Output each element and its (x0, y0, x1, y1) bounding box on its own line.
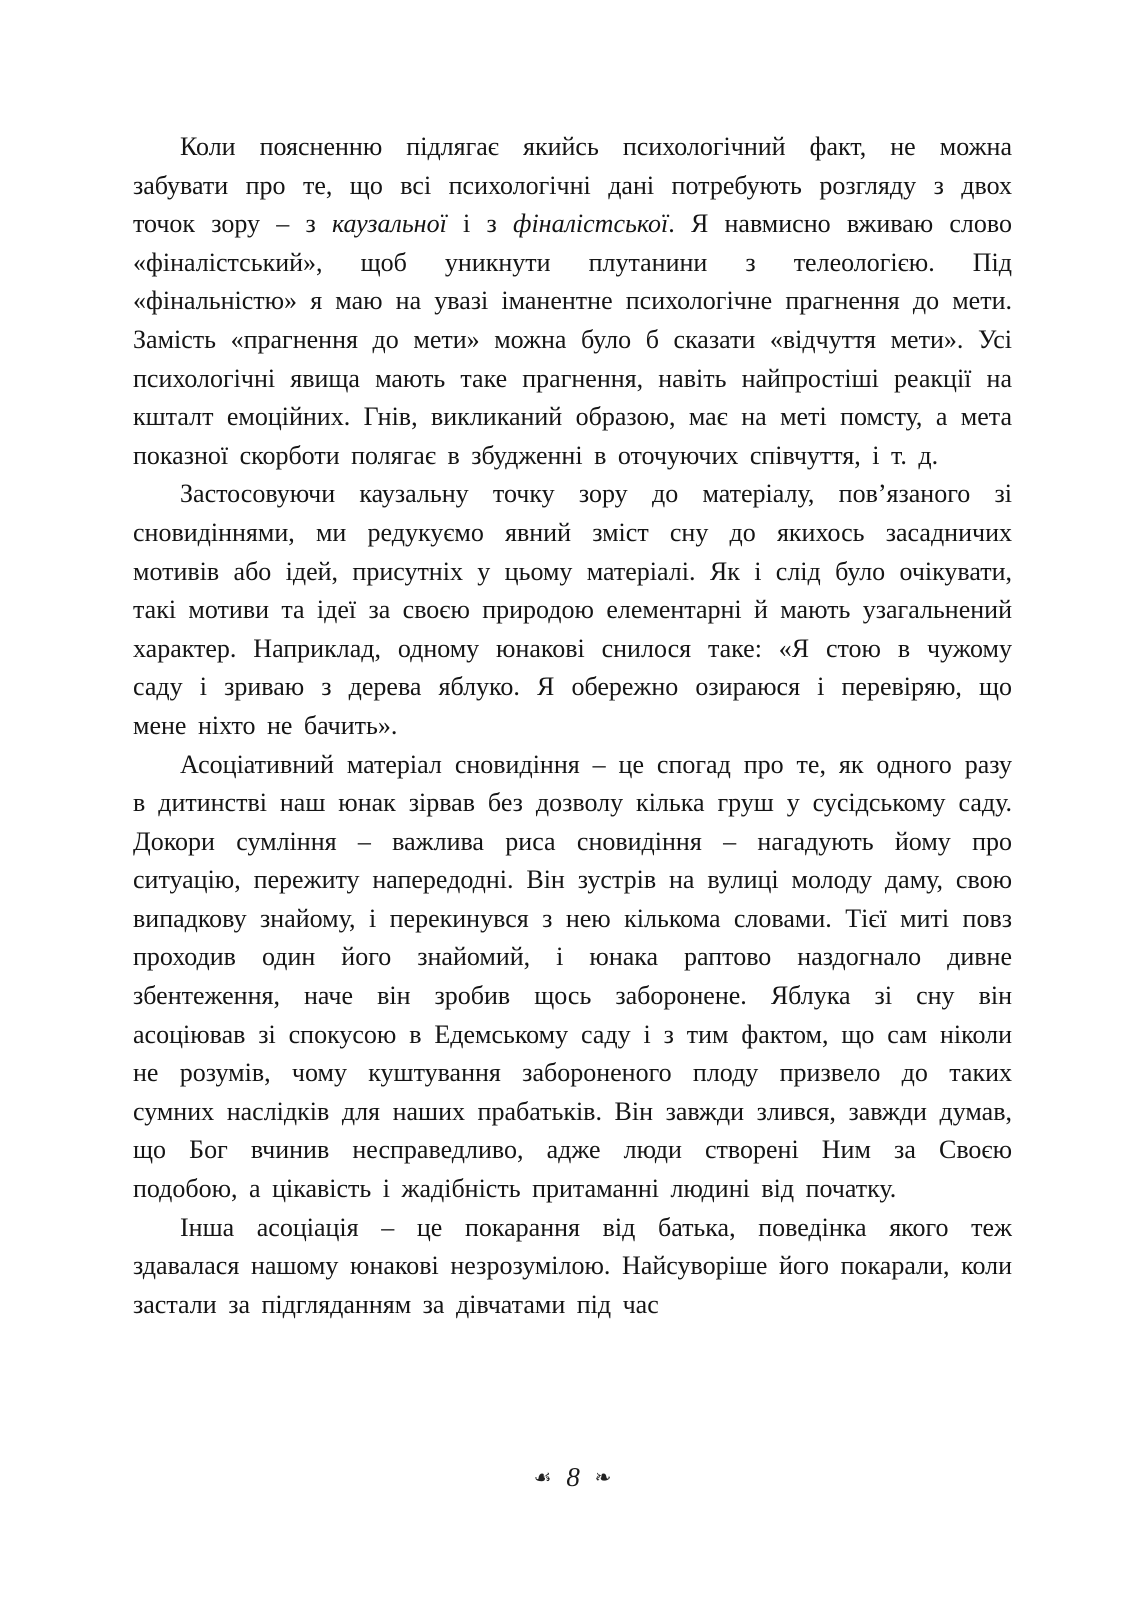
paragraph-2: Застосовуючи каузальну точку зору до матеріалу, пов’язаного зі сновидіннями, ми редукуємо явний зміст сну до якихось засадничих мотивів або ідей, присутніх у цьому матеріалі. Як і слід було очікувати, такі мотиви та ідеї за своєю природою елементарні й мають узагальнений характер. Наприклад, одному юнакові снилося таке: «Я стою в чужому саду і зриваю з дерева яблуко. Я обережно озираюся і перевіряю, що мене ніхто не бачить». (133, 479, 1012, 740)
paragraph-1 (133, 128, 1012, 475)
paragraph-1-italic-term-2: фіналістської (512, 209, 669, 239)
paragraph-1-text: Коли поясненню підлягає якийсь психологічний факт, не можна забувати про те, що всі психологічні дані потребують розгляду з двох точок зору – з (133, 132, 1012, 239)
page-number: 8 (566, 1462, 580, 1492)
paragraph-3: Асоціативний матеріал сновидіння – це спогад про те, як одного разу в дитинстві наш юнак зірвав без дозволу кілька груш у сусідському саду. Докори сумління – важлива риса сновидіння – нагадують йому про ситуацію, пережиту напередодні. Він зустрів на вулиці молоду даму, свою випадкову знайому, і перекинувся з нею кількома словами. Тієї миті повз проходив один його знайомий, і юнака раптово наздогнало дивне збентеження, наче він зробив щось заборонене. Яблука зі сну він асоціював зі спокусою в Едемському саду і з тим фактом, що сам ніколи не розумів, чому куштування забороненого плоду призвело до таких сумних наслідків для наших прабатьків. Він завжди злився, завжди думав, що Бог вчинив несправедливо, адже люди створені Ним за Своєю подобою, а цікавість і жадібність притаманні людині від початку. (133, 749, 1012, 1204)
paragraph-4: Інша асоціація – це покарання від батька, поведінка якого теж здавалася нашому юнакові незрозумілою. Найсуворіше його покарали, коли застали за підгляданням за дівчатами під час (133, 1212, 1012, 1319)
page-footer (133, 1462, 1012, 1493)
floral-ornament-left-icon: ☙ (533, 1467, 552, 1489)
page-text (133, 128, 1012, 1324)
floral-ornament-right-icon: ❧ (594, 1467, 612, 1489)
paragraph-1-text: . Я навмисно вживаю слово «фіналістський», щоб уникнути плутанини з телеологією. Під «фінальністю» я маю на увазі іманентне психологічне прагнення до мети. Замість «прагнення до мети» можна було б сказати «відчуття мети». Усі психологічні явища мають таке прагнення, навіть найпростіші реакції на кшталт емоційних. Гнів, викликаний образою, має на меті помсту, а мета показної скорботи полягає в збудженні в оточуючих співчуття, і т. д. (133, 209, 1012, 470)
paragraph-1-italic-term-1: каузальної (332, 209, 447, 239)
paragraph-1-text: і з (446, 209, 513, 239)
